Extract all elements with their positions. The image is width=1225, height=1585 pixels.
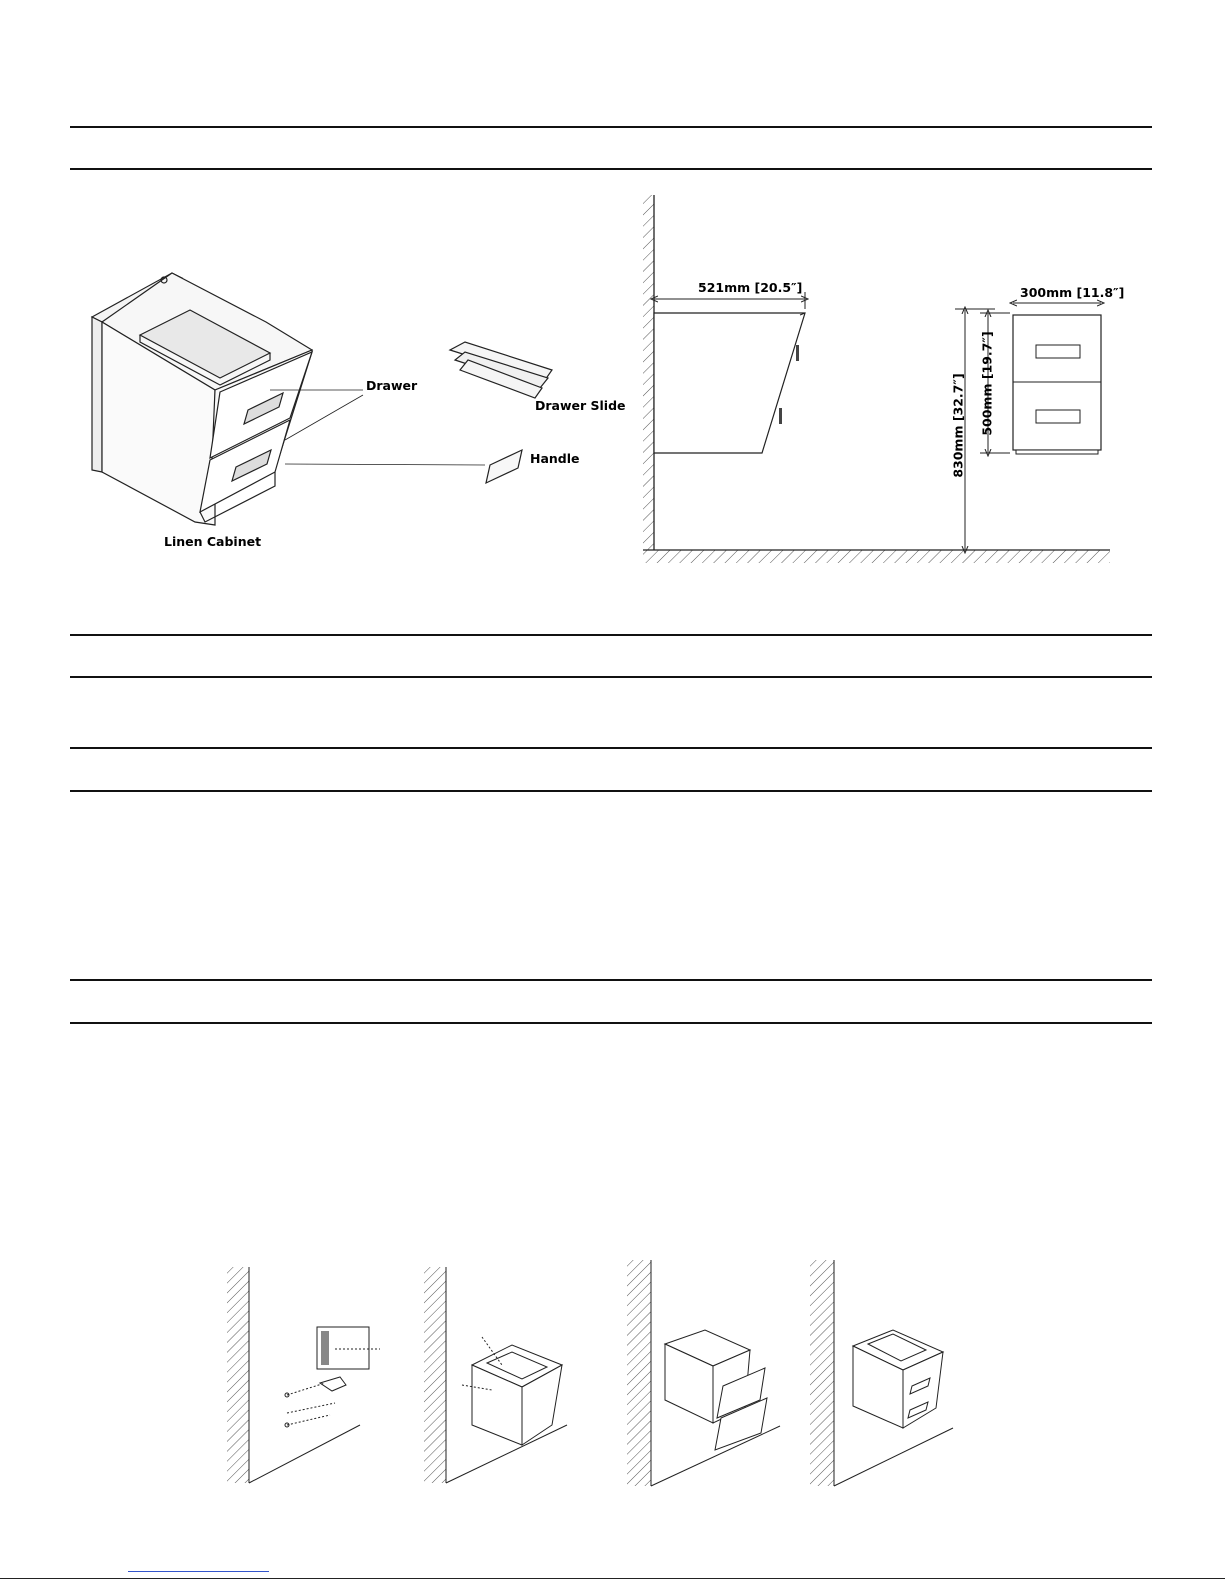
section-rule bbox=[70, 634, 1152, 636]
install-step-insert-drawers bbox=[625, 1258, 785, 1498]
section-rule bbox=[70, 676, 1152, 678]
section-rule bbox=[70, 747, 1152, 749]
depth-dimension-label: 521mm [20.5″] bbox=[698, 280, 803, 295]
section-rule bbox=[70, 1022, 1152, 1024]
section-rule bbox=[70, 790, 1152, 792]
install-step-finished-cabinet bbox=[808, 1258, 958, 1498]
drawer-height-dimension-label: 500mm [19.7″] bbox=[979, 331, 995, 436]
install-step-drill-wall bbox=[225, 1265, 390, 1495]
drawer-slide-label: Drawer Slide bbox=[535, 398, 626, 413]
footer-link-underline[interactable] bbox=[128, 1571, 269, 1572]
dimension-diagram bbox=[640, 195, 1115, 570]
total-height-dimension-label: 830mm [32.7″] bbox=[950, 373, 966, 478]
width-dimension-label: 300mm [11.8″] bbox=[1020, 285, 1125, 300]
footer-divider bbox=[0, 1578, 1225, 1579]
drawer-label: Drawer bbox=[366, 378, 418, 393]
section-rule bbox=[70, 168, 1152, 170]
linen-cabinet-label: Linen Cabinet bbox=[164, 534, 262, 549]
handle-label: Handle bbox=[530, 451, 580, 466]
install-step-mount-cabinet bbox=[422, 1265, 572, 1495]
section-rule bbox=[70, 126, 1152, 128]
section-rule bbox=[70, 979, 1152, 981]
